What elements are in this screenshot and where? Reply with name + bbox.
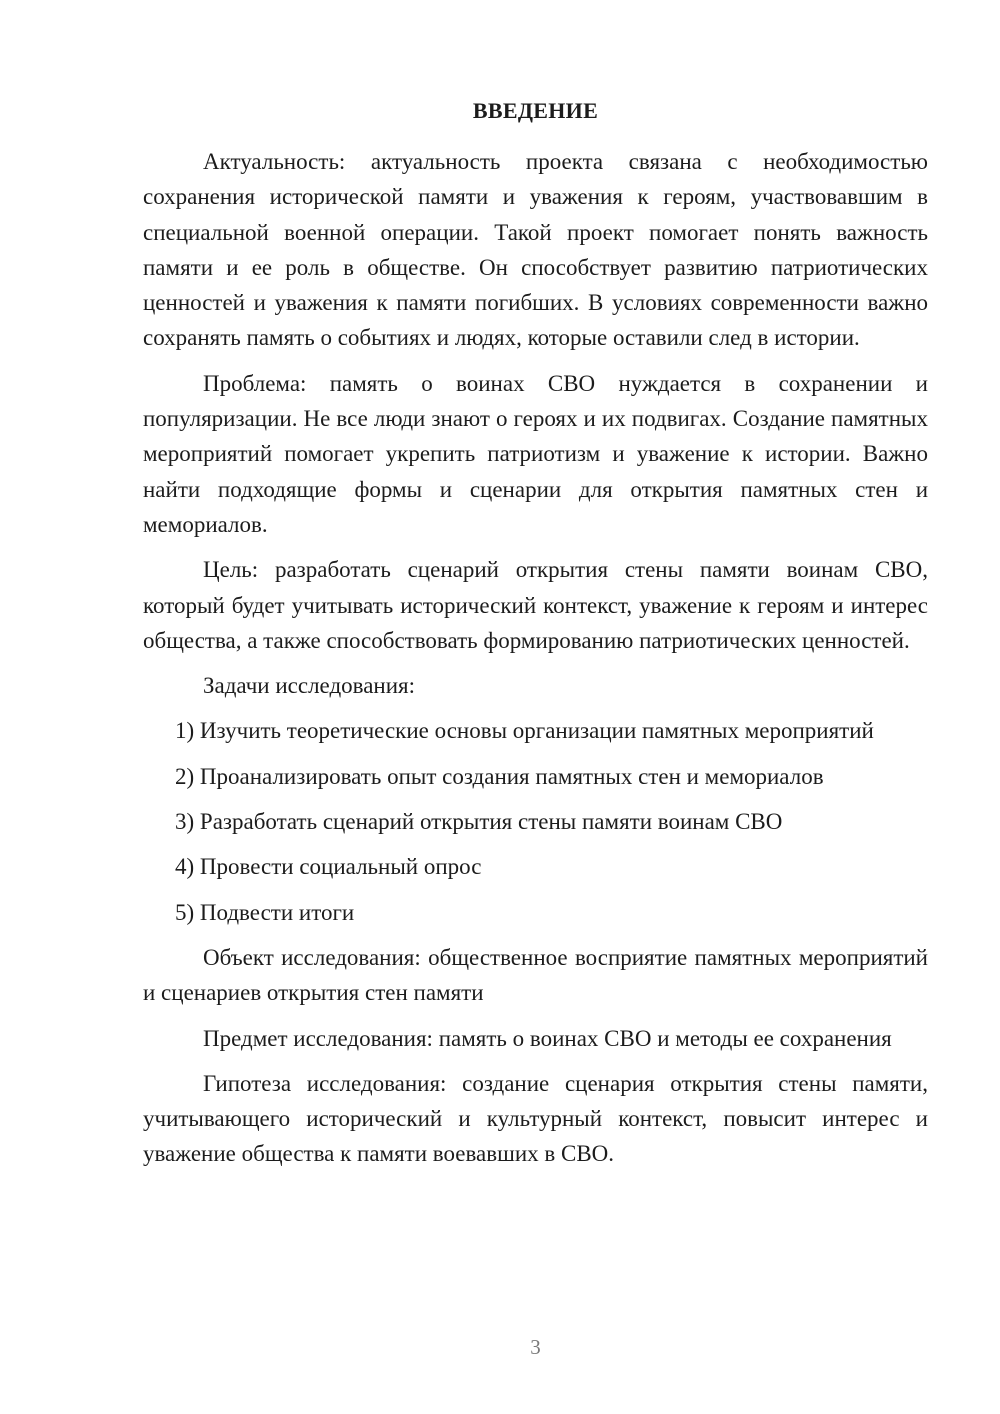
paragraph-subject: Предмет исследования: память о воинах СВО и методы ее сохранения [203,1025,892,1051]
paragraph-hypothesis: Гипотеза исследования: создание сценария открытия стены памяти, учитывающего исторический и культурный контекст, повысит интерес и уважение общества к памяти воевавших в СВО. [143,1070,928,1167]
paragraph-object: Объект исследования: общественное восприятие памятных мероприятий и сценариев открытия стен памяти [143,944,928,1006]
task-item-4: 4) Провести социальный опрос [175,854,482,880]
paragraph-relevance: Актуальность: актуальность проекта связана с необходимостью сохранения исторической памяти и уважения к героям, участвовавшим в специальной военной операции. Такой проект помогает понять важность памяти и ее роль в обществе. Он способствует развитию патриотических ценностей и уважения к памяти погибших. В условиях современности важно сохранять память о событиях и людях, которые оставили след в истории. [143,149,928,351]
task-item-2: 2) Проанализировать опыт создания памятных стен и мемориалов [175,763,824,789]
section-title: ВВЕДЕНИЕ [472,98,599,123]
tasks-heading: Задачи исследования: [203,673,416,699]
task-item-3: 3) Разработать сценарий открытия стены памяти воинам СВО [175,809,783,835]
task-item-1: 1) Изучить теоретические основы организации памятных мероприятий [175,718,874,744]
paragraph-goal: Цель: разработать сценарий открытия стены памяти воинам СВО, который будет учитывать исторический контекст, уважение к героям и интерес общества, а также способствовать формированию патриотических ценностей. [143,557,928,653]
task-item-5: 5) Подвести итоги [175,899,355,925]
page-number: 3 [530,1335,541,1359]
document-page [143,0,928,1414]
paragraph-problem: Проблема: память о воинах СВО нуждается в сохранении и популяризации. Не все люди знают о героях и их подвигах. Создание памятных мероприятий помогает укрепить патриотизм и уважение к истории. Важно найти подходящие формы и сценарии для открытия памятных стен и мемориалов. [143,370,928,537]
document-body [143,144,928,1172]
